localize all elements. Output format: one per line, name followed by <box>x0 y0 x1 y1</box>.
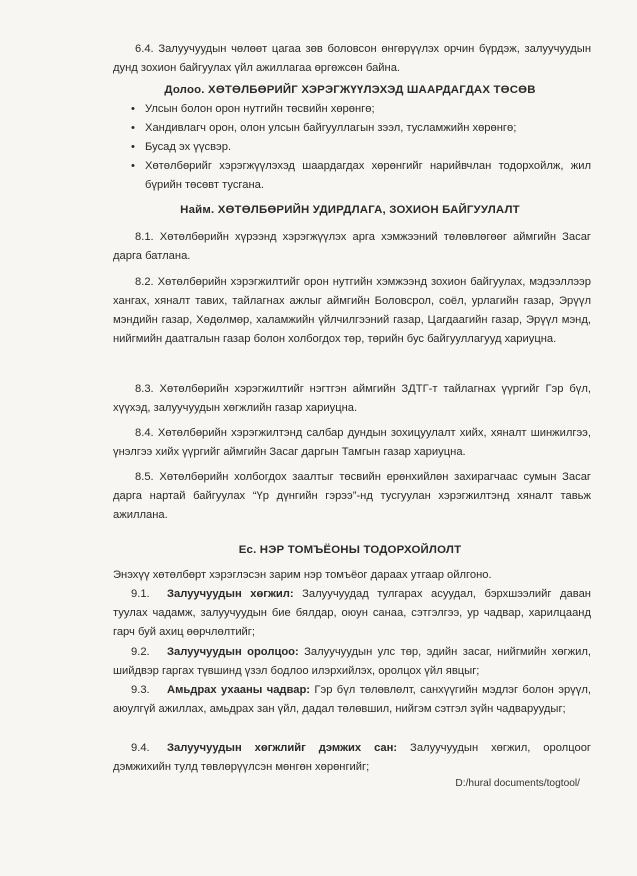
list-item: • Хөтөлбөрийг хэрэгжүүлэхэд шаардагдах хөрөнгийг нарийвчлан тодорхойлж, жил бүрийн төсөвт тусгана. <box>131 157 591 195</box>
list-item: • Бусад эх үүсвэр. <box>131 138 591 157</box>
paragraph-8-5: 8.5. Хөтөлбөрийн холбогдох заалтыг төсвийн ерөнхийлөн захирагчаас сумын Засаг дарга нартай байгуулах “Үр дүнгийн гэрээ”-нд тусгуулан хэрэгжилтэнд хяналт тавьж ажиллана. <box>113 471 591 521</box>
section-9-heading: Ес. НЭР ТОМЪЁОНЫ ТОДОРХОЙЛОЛТ <box>238 544 462 556</box>
definition-term: Амьдрах ухааны чадвар: <box>167 684 311 696</box>
bullet-icon: • <box>131 141 135 153</box>
definition-term: Залуучуудын хөгжлийг дэмжих сан: <box>167 742 398 754</box>
definition-text: Залуучуудын улс төр, эдийн засаг, нийгмийн хөгжил, шийдвэр гаргах түвшинд үзэл бодлоо илэрхийлэх, оролцох үйл явцыг; <box>113 646 591 677</box>
bullet-icon: • <box>131 160 135 172</box>
definition-text: Залуучуудад тулгарах асуудал, бэрхшээлийг даван туулах чадамж, залуучуудын бие бялдар, оюун санаа, сэтгэлгээ, ур чадвар, харилцаанд гарч буй ахиц өөрчлөлтийг; <box>113 588 591 638</box>
definition-text: Залуучуудын хөгжил, оролцоог дэмжихийн тулд төвлөрүүлсэн мөнгөн хөрөнгийг; <box>113 742 592 773</box>
paragraph-6-4: 6.4. Залуучуудын чөлөөт цагаа зөв боловсон өнгөрүүлэх орчин бүрдэж, залуучуудын дунд зохион байгуулах үйл ажиллагаа өргөжсөн байна. <box>113 43 591 74</box>
bullet-icon: • <box>131 103 135 115</box>
definition-term: Залуучуудын оролцоо: <box>167 646 299 658</box>
paragraph-8-2: 8.2. Хөтөлбөрийн хэрэгжилтийг орон нутгийн хэмжээнд зохион байгуулах, мэдээллээр хангах, хяналт тавих, тайлагнах ажлыг аймгийн Боловсрол, соёл, урлагийн газар, Эрүүл мэндийн газар, Хөдөлмөр, халамжийн үйлчилгээний газар, Цагдаагийн газар, Эрүүл мэнд, нийгмийн даатгалын газар болон холбогдох төр, төрийн бус байгууллагууд хариуцна. <box>113 276 591 345</box>
paragraph-8-3: 8.3. Хөтөлбөрийн хэрэгжилтийг нэгтгэн аймгийн ЗДТГ-т тайлагнах үүргийг Гэр бүл, хүүхэд, залуучуудын хөгжлийн газар хариуцна. <box>113 383 591 414</box>
budget-bullet-list <box>131 100 591 195</box>
definitions-intro: Энэхүү хөтөлбөрт хэрэглэсэн зарим нэр томъёог дараах утгаар ойлгоно. <box>113 569 492 581</box>
definition-9-2: 9.2. Залуучуудын оролцоо: Залуучуудын улс төр, эдийн засаг, нийгмийн хөгжил, шийдвэр гаргах түвшинд үзэл бодлоо илэрхийлэх, оролцох үйл явцыг; <box>113 646 591 677</box>
paragraph-8-1: 8.1. Хөтөлбөрийн хүрээнд хэрэгжүүлэх арга хэмжээний төлөвлөгөөг аймгийн Засаг дарга батлана. <box>113 231 591 262</box>
definition-term: Залуучуудын хөгжил: <box>167 588 294 600</box>
footer-file-path: D:/hural documents/togtool/ <box>455 778 580 789</box>
bullet-icon: • <box>131 122 135 134</box>
definition-9-4: 9.4. Залуучуудын хөгжлийг дэмжих сан: Залуучуудын хөгжил, оролцоог дэмжихийн тулд төвлөрүүлсэн мөнгөн хөрөнгийг; <box>113 742 592 773</box>
list-item: • Хандивлагч орон, олон улсын байгууллагын зээл, тусламжийн хөрөнгө; <box>131 119 591 138</box>
list-item: • Улсын болон орон нутгийн төсвийн хөрөнгө; <box>131 100 591 119</box>
paragraph-8-4: 8.4. Хөтөлбөрийн хэрэгжилтэнд салбар дундын зохицуулалт хийх, хяналт шинжилгээ, үнэлгээ хийх үүргийг аймгийн Засаг даргын Тамгын газар хариуцна. <box>113 427 591 458</box>
definition-text: Гэр бүл төлөвлөлт, санхүүгийн мэдлэг болон эрүүл, аюулгүй ажиллах, амьдрах зан үйл, дадал төлөвшил, нийгэм сэтгэл зүйн чадваруудыг; <box>113 684 591 715</box>
definition-9-1: 9.1. Залуучуудын хөгжил: Залуучуудад тулгарах асуудал, бэрхшээлийг даван туулах чадамж, залуучуудын бие бялдар, оюун санаа, сэтгэлгээ, ур чадвар, харилцаанд гарч буй ахиц өөрчлөлтийг; <box>113 588 591 638</box>
section-7-heading: Долоо. ХӨТӨЛБӨРИЙГ ХЭРЭГЖҮҮЛЭХЭД ШААРДАГДАХ ТӨСӨВ <box>164 84 536 96</box>
section-8-heading: Найм. ХӨТӨЛБӨРИЙН УДИРДЛАГА, ЗОХИОН БАЙГУУЛАЛТ <box>180 204 520 216</box>
definition-9-3: 9.3. Амьдрах ухааны чадвар: Гэр бүл төлөвлөлт, санхүүгийн мэдлэг болон эрүүл, аюулгүй ажиллах, амьдрах зан үйл, дадал төлөвшил, нийгэм сэтгэл зүйн чадваруудыг; <box>113 684 591 715</box>
